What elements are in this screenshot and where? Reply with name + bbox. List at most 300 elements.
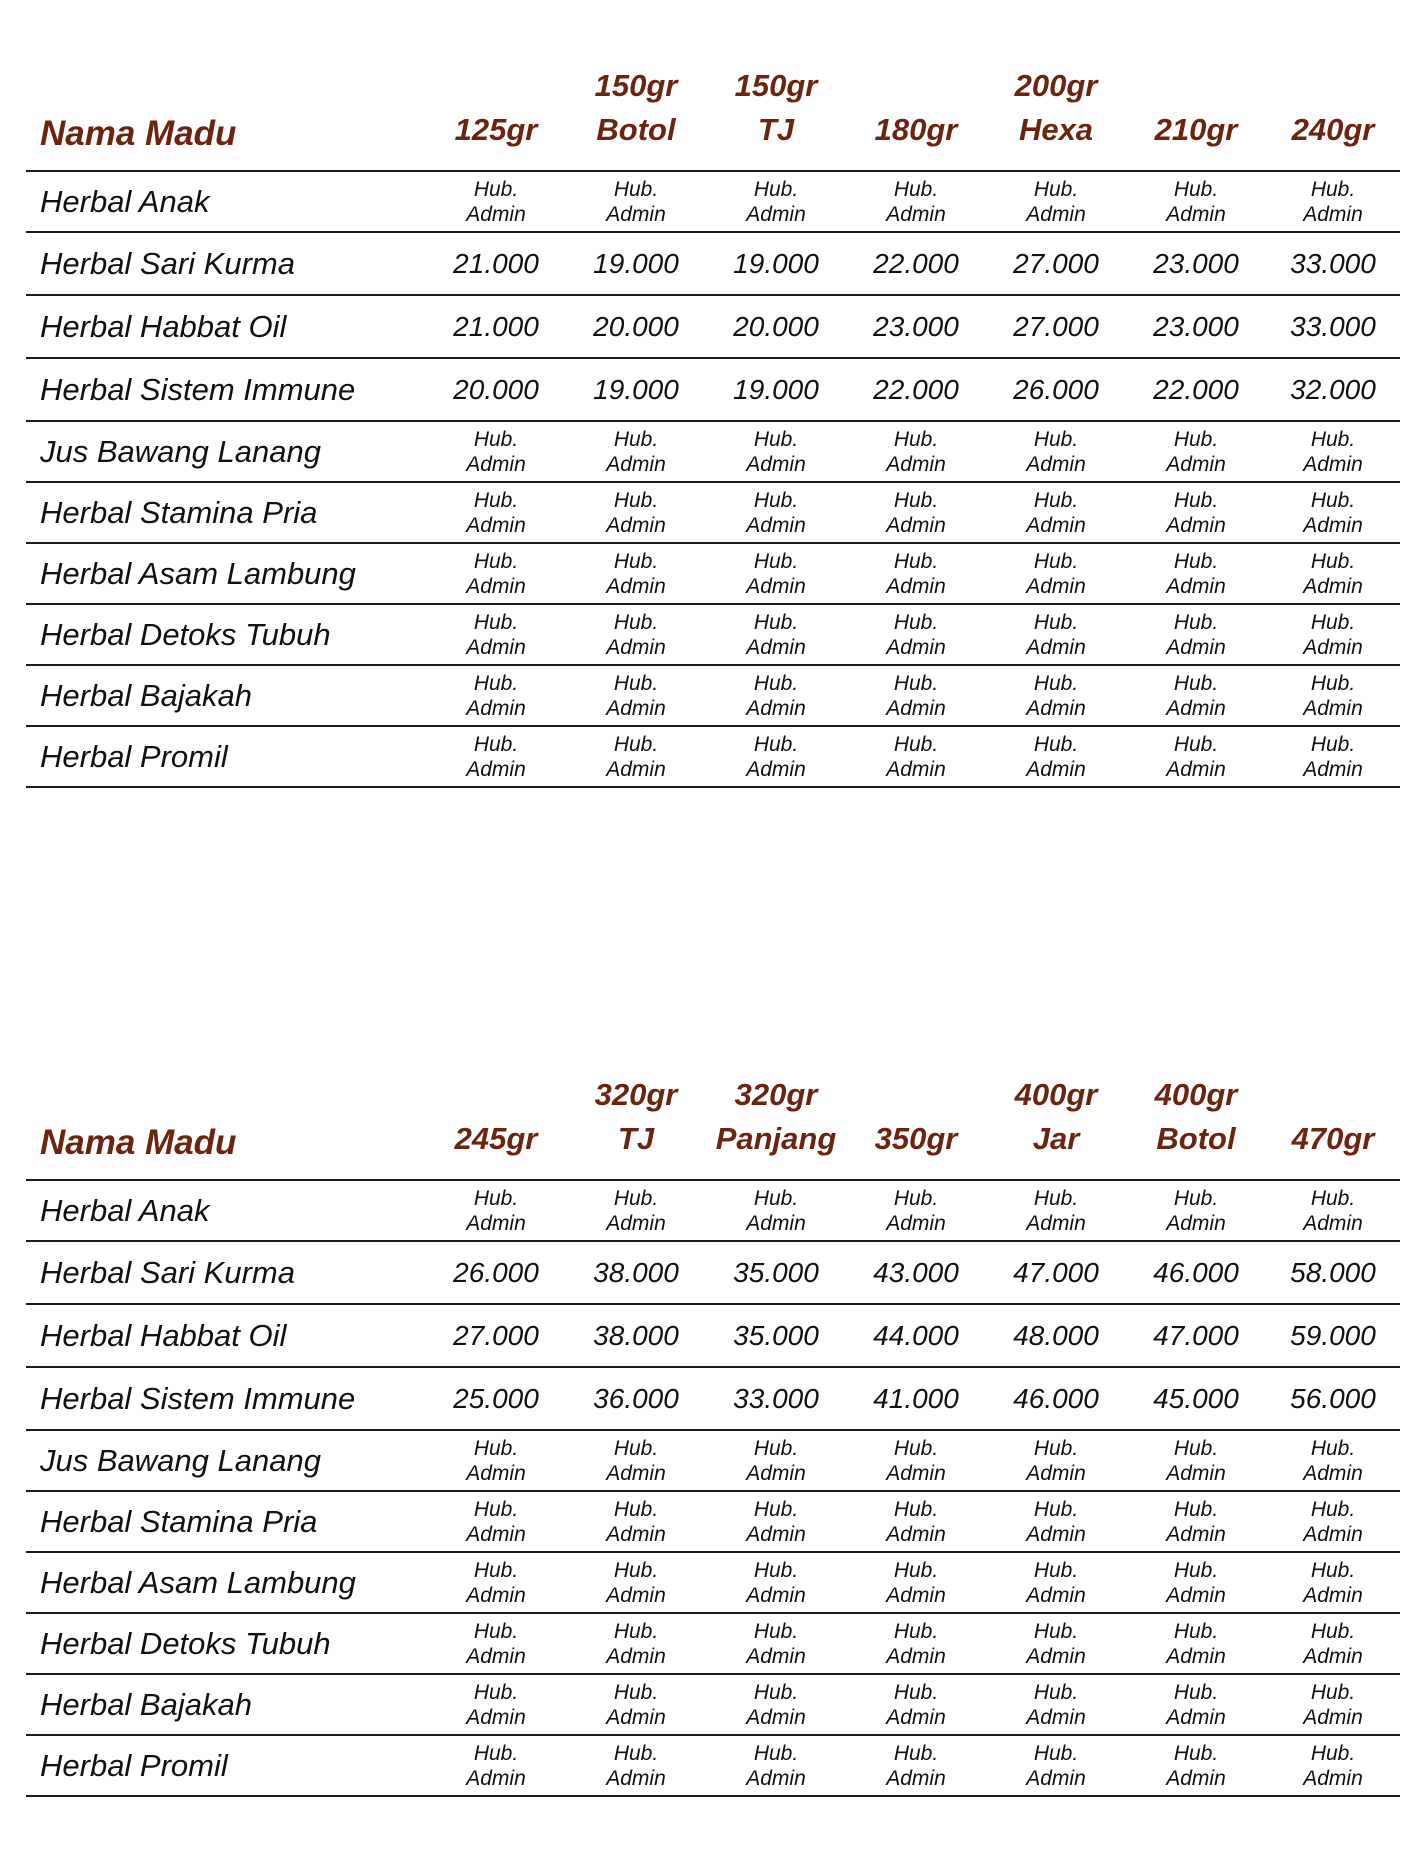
price-cell: 48.000 (1013, 1319, 1099, 1351)
price-cell: 33.000 (733, 1382, 819, 1414)
contact-admin-cell (1266, 1430, 1400, 1491)
contact-admin-cell (846, 726, 986, 787)
contact-admin-text: Hub. (753, 1558, 799, 1582)
contact-admin-text: Admin (466, 1522, 526, 1546)
contact-admin-text: Hub. (473, 427, 519, 451)
contact-admin-text: Admin (606, 1705, 666, 1729)
table-row (26, 1735, 1400, 1796)
table-body (26, 171, 1400, 787)
contact-admin-text: Admin (466, 1211, 526, 1235)
contact-admin-cell (706, 171, 846, 232)
contact-admin-text: Hub. (1173, 549, 1219, 573)
contact-admin-text: Admin (606, 452, 666, 476)
price-cell: 47.000 (1153, 1319, 1239, 1351)
contact-admin-text: Hub. (753, 671, 799, 695)
price-cell: 25.000 (453, 1382, 539, 1414)
price-cell: 56.000 (1290, 1382, 1376, 1414)
product-name: Herbal Promil (40, 738, 228, 774)
contact-admin-text: Hub. (1173, 177, 1219, 201)
contact-admin-cell (1126, 1552, 1266, 1613)
contact-admin-text: Admin (466, 1583, 526, 1607)
contact-admin-text: Hub. (753, 1741, 799, 1765)
price-cell: 27.000 (1013, 310, 1099, 342)
contact-admin-cell (1266, 1491, 1400, 1552)
contact-admin-cell (566, 171, 706, 232)
contact-admin-cell (1266, 604, 1400, 665)
column-header-line2: Botol (1156, 1121, 1236, 1156)
contact-admin-text: Admin (1303, 574, 1363, 598)
column-header-size (986, 46, 1126, 171)
price-cell: 19.000 (593, 373, 679, 405)
contact-admin-text: Admin (886, 1522, 946, 1546)
contact-admin-cell (706, 1491, 846, 1552)
price-table-2 (26, 1055, 1400, 1797)
table-row (26, 1367, 1400, 1430)
contact-admin-text: Admin (1166, 635, 1226, 659)
column-header-line1: 320gr (734, 1077, 818, 1112)
contact-admin-text: Hub. (473, 610, 519, 634)
column-header-line2: TJ (757, 112, 795, 147)
price-cell: 47.000 (1013, 1256, 1099, 1288)
contact-admin-text: Hub. (753, 1497, 799, 1521)
table-row (26, 358, 1400, 421)
product-name: Herbal Stamina Pria (40, 1503, 318, 1539)
contact-admin-text: Admin (886, 1766, 946, 1790)
contact-admin-text: Admin (1026, 202, 1086, 226)
price-cell: 43.000 (873, 1256, 959, 1288)
contact-admin-cell (1126, 1613, 1266, 1674)
contact-admin-text: Hub. (613, 427, 659, 451)
price-cell: 23.000 (873, 310, 959, 342)
header-row (26, 46, 1400, 171)
contact-admin-text: Admin (746, 696, 806, 720)
price-cell: 38.000 (593, 1256, 679, 1288)
column-header-size (846, 1055, 986, 1180)
contact-admin-text: Admin (606, 696, 666, 720)
contact-admin-text: Hub. (893, 1741, 939, 1765)
contact-admin-text: Hub. (1173, 1680, 1219, 1704)
contact-admin-text: Admin (746, 452, 806, 476)
contact-admin-cell (706, 1552, 846, 1613)
contact-admin-text: Hub. (613, 1680, 659, 1704)
table-header (26, 1055, 1400, 1180)
contact-admin-text: Hub. (1173, 671, 1219, 695)
contact-admin-text: Hub. (613, 1619, 659, 1643)
contact-admin-text: Admin (886, 757, 946, 781)
contact-admin-cell (1266, 665, 1400, 726)
contact-admin-text: Hub. (1033, 1497, 1079, 1521)
price-cell: 22.000 (1153, 373, 1239, 405)
contact-admin-cell (706, 1430, 846, 1491)
contact-admin-text: Admin (746, 757, 806, 781)
contact-admin-text: Admin (606, 574, 666, 598)
contact-admin-text: Admin (1026, 574, 1086, 598)
contact-admin-text: Hub. (473, 732, 519, 756)
contact-admin-cell (706, 1180, 846, 1241)
contact-admin-cell (1266, 1552, 1400, 1613)
contact-admin-text: Admin (1166, 696, 1226, 720)
column-header-size (426, 1055, 566, 1180)
contact-admin-text: Hub. (1033, 610, 1079, 634)
price-cell: 38.000 (593, 1319, 679, 1351)
contact-admin-text: Hub. (893, 1680, 939, 1704)
contact-admin-text: Hub. (473, 1680, 519, 1704)
contact-admin-text: Hub. (1033, 488, 1079, 512)
contact-admin-cell (986, 604, 1126, 665)
column-header-line1: 200gr (1014, 68, 1098, 103)
contact-admin-text: Admin (886, 1211, 946, 1235)
column-header-line1 (846, 64, 986, 108)
column-header-line1 (426, 1073, 566, 1117)
contact-admin-cell (846, 1674, 986, 1735)
contact-admin-text: Admin (746, 1522, 806, 1546)
column-header-line1: 400gr (1014, 1077, 1098, 1112)
column-header-line2: Hexa (1018, 112, 1094, 147)
contact-admin-text: Hub. (1033, 1436, 1079, 1460)
contact-admin-cell (1266, 1674, 1400, 1735)
contact-admin-cell (986, 1552, 1126, 1613)
column-header-size (566, 46, 706, 171)
contact-admin-text: Admin (1303, 635, 1363, 659)
contact-admin-cell (566, 543, 706, 604)
contact-admin-text: Hub. (613, 610, 659, 634)
contact-admin-cell (846, 1430, 986, 1491)
column-header-line2: 470gr (1291, 1121, 1375, 1156)
contact-admin-text: Hub. (1033, 671, 1079, 695)
contact-admin-text: Admin (606, 1583, 666, 1607)
contact-admin-text: Admin (466, 1461, 526, 1485)
contact-admin-text: Admin (1166, 1766, 1226, 1790)
contact-admin-text: Admin (746, 202, 806, 226)
contact-admin-text: Admin (1166, 1705, 1226, 1729)
contact-admin-text: Hub. (753, 1680, 799, 1704)
table-row (26, 1241, 1400, 1304)
header-row (26, 1055, 1400, 1180)
contact-admin-text: Hub. (1173, 1741, 1219, 1765)
contact-admin-cell (846, 665, 986, 726)
contact-admin-text: Hub. (893, 671, 939, 695)
table-row (26, 1674, 1400, 1735)
column-header-line1: 150gr (734, 68, 818, 103)
product-name: Jus Bawang Lanang (40, 1442, 321, 1478)
price-cell: 19.000 (733, 247, 819, 279)
contact-admin-text: Hub. (893, 732, 939, 756)
price-cell: 19.000 (733, 373, 819, 405)
contact-admin-text: Admin (1166, 452, 1226, 476)
contact-admin-text: Hub. (1173, 1558, 1219, 1582)
product-name: Herbal Stamina Pria (40, 494, 318, 530)
contact-admin-cell (426, 1430, 566, 1491)
contact-admin-text: Hub. (1173, 1619, 1219, 1643)
contact-admin-cell (566, 1552, 706, 1613)
contact-admin-cell (1266, 1613, 1400, 1674)
contact-admin-text: Admin (1166, 202, 1226, 226)
table-row (26, 1304, 1400, 1367)
contact-admin-cell (986, 543, 1126, 604)
contact-admin-cell (706, 482, 846, 543)
contact-admin-text: Admin (606, 1211, 666, 1235)
contact-admin-cell (706, 543, 846, 604)
contact-admin-text: Hub. (1310, 1619, 1356, 1643)
contact-admin-text: Hub. (473, 671, 519, 695)
table-row (26, 1180, 1400, 1241)
contact-admin-text: Admin (1026, 513, 1086, 537)
price-cell: 45.000 (1153, 1382, 1239, 1414)
contact-admin-text: Hub. (1033, 177, 1079, 201)
contact-admin-text: Hub. (893, 1436, 939, 1460)
contact-admin-cell (986, 171, 1126, 232)
contact-admin-cell (986, 665, 1126, 726)
table-header (26, 46, 1400, 171)
column-header-nama-madu: Nama Madu (40, 1123, 237, 1162)
contact-admin-cell (706, 421, 846, 482)
price-cell: 23.000 (1153, 247, 1239, 279)
contact-admin-text: Hub. (1310, 732, 1356, 756)
contact-admin-text: Admin (1303, 202, 1363, 226)
price-cell: 20.000 (593, 310, 679, 342)
column-header-line2: 245gr (454, 1121, 538, 1156)
column-header-size (1126, 1055, 1266, 1180)
column-header-line1 (1266, 1073, 1400, 1117)
contact-admin-text: Admin (1303, 1211, 1363, 1235)
product-name: Herbal Sari Kurma (40, 245, 295, 281)
contact-admin-text: Hub. (893, 1558, 939, 1582)
contact-admin-text: Hub. (1033, 732, 1079, 756)
contact-admin-text: Admin (466, 452, 526, 476)
product-name: Herbal Anak (40, 183, 210, 219)
contact-admin-cell (706, 1735, 846, 1796)
contact-admin-cell (706, 1613, 846, 1674)
table-row (26, 665, 1400, 726)
contact-admin-text: Hub. (893, 427, 939, 451)
product-name: Herbal Sistem Immune (40, 1380, 356, 1416)
contact-admin-text: Admin (746, 1583, 806, 1607)
contact-admin-cell (1126, 726, 1266, 787)
contact-admin-text: Admin (466, 574, 526, 598)
contact-admin-text: Hub. (1310, 610, 1356, 634)
contact-admin-text: Hub. (753, 1436, 799, 1460)
table-body (26, 1180, 1400, 1796)
table-row (26, 1552, 1400, 1613)
contact-admin-text: Admin (606, 1644, 666, 1668)
contact-admin-cell (986, 1180, 1126, 1241)
price-cell: 46.000 (1013, 1382, 1099, 1414)
column-header-line1 (846, 1073, 986, 1117)
contact-admin-text: Admin (1026, 452, 1086, 476)
contact-admin-text: Admin (1026, 1461, 1086, 1485)
contact-admin-cell (1266, 482, 1400, 543)
contact-admin-text: Admin (1026, 1211, 1086, 1235)
contact-admin-cell (986, 1491, 1126, 1552)
price-cell: 46.000 (1153, 1256, 1239, 1288)
contact-admin-text: Hub. (613, 1741, 659, 1765)
contact-admin-text: Admin (606, 1461, 666, 1485)
price-cell: 41.000 (873, 1382, 959, 1414)
contact-admin-cell (1126, 543, 1266, 604)
contact-admin-cell (706, 665, 846, 726)
contact-admin-cell (566, 1735, 706, 1796)
contact-admin-cell (846, 171, 986, 232)
contact-admin-cell (1266, 1180, 1400, 1241)
contact-admin-cell (986, 726, 1126, 787)
column-header-size (426, 46, 566, 171)
contact-admin-text: Hub. (1310, 1741, 1356, 1765)
contact-admin-text: Hub. (1033, 1619, 1079, 1643)
contact-admin-cell (846, 1552, 986, 1613)
contact-admin-cell (1126, 665, 1266, 726)
contact-admin-text: Admin (746, 1644, 806, 1668)
price-cell: 59.000 (1290, 1319, 1376, 1351)
contact-admin-cell (426, 543, 566, 604)
price-cell: 26.000 (1013, 373, 1099, 405)
contact-admin-text: Admin (466, 1766, 526, 1790)
contact-admin-text: Hub. (613, 1497, 659, 1521)
column-header-line1: 150gr (594, 68, 678, 103)
column-header-size (1266, 1055, 1400, 1180)
contact-admin-text: Hub. (1033, 1558, 1079, 1582)
product-name: Herbal Anak (40, 1192, 210, 1228)
contact-admin-text: Hub. (613, 549, 659, 573)
price-cell: 19.000 (593, 247, 679, 279)
contact-admin-cell (426, 1674, 566, 1735)
contact-admin-text: Hub. (753, 1186, 799, 1210)
contact-admin-text: Admin (606, 635, 666, 659)
price-cell: 33.000 (1290, 247, 1376, 279)
contact-admin-text: Admin (1303, 1461, 1363, 1485)
contact-admin-cell (1126, 1180, 1266, 1241)
contact-admin-text: Admin (1166, 1461, 1226, 1485)
product-name: Herbal Bajakah (40, 1686, 252, 1722)
contact-admin-text: Admin (1303, 757, 1363, 781)
contact-admin-text: Hub. (1033, 427, 1079, 451)
contact-admin-text: Hub. (1033, 1186, 1079, 1210)
contact-admin-text: Admin (1303, 1522, 1363, 1546)
contact-admin-text: Hub. (753, 549, 799, 573)
price-cell: 20.000 (453, 373, 539, 405)
contact-admin-cell (986, 1735, 1126, 1796)
contact-admin-cell (426, 1180, 566, 1241)
contact-admin-text: Hub. (1310, 1497, 1356, 1521)
contact-admin-cell (846, 1613, 986, 1674)
contact-admin-text: Admin (746, 635, 806, 659)
table-row (26, 1430, 1400, 1491)
contact-admin-cell (1126, 1430, 1266, 1491)
contact-admin-text: Admin (886, 574, 946, 598)
price-cell: 36.000 (593, 1382, 679, 1414)
contact-admin-text: Admin (886, 202, 946, 226)
contact-admin-text: Hub. (473, 1436, 519, 1460)
contact-admin-text: Hub. (753, 488, 799, 512)
contact-admin-cell (1266, 1735, 1400, 1796)
price-table-1 (26, 46, 1400, 788)
contact-admin-text: Admin (1166, 1583, 1226, 1607)
price-cell: 35.000 (733, 1256, 819, 1288)
contact-admin-cell (846, 421, 986, 482)
contact-admin-text: Admin (886, 1461, 946, 1485)
contact-admin-text: Admin (746, 1461, 806, 1485)
column-header-line2: TJ (617, 1121, 655, 1156)
column-header-size (986, 1055, 1126, 1180)
contact-admin-text: Hub. (473, 1741, 519, 1765)
contact-admin-cell (846, 604, 986, 665)
contact-admin-cell (566, 604, 706, 665)
contact-admin-cell (986, 482, 1126, 543)
column-header-size (706, 46, 846, 171)
contact-admin-cell (1126, 1491, 1266, 1552)
column-header-size (1266, 46, 1400, 171)
contact-admin-text: Admin (1166, 1211, 1226, 1235)
contact-admin-text: Hub. (893, 549, 939, 573)
contact-admin-cell (566, 1491, 706, 1552)
contact-admin-text: Admin (1026, 757, 1086, 781)
contact-admin-cell (426, 482, 566, 543)
contact-admin-text: Admin (466, 1705, 526, 1729)
column-header-size (566, 1055, 706, 1180)
table-row (26, 482, 1400, 543)
contact-admin-text: Admin (886, 1583, 946, 1607)
contact-admin-text: Hub. (1173, 1436, 1219, 1460)
contact-admin-text: Hub. (1310, 549, 1356, 573)
contact-admin-text: Hub. (473, 1558, 519, 1582)
contact-admin-cell (566, 482, 706, 543)
product-name: Herbal Asam Lambung (40, 1564, 356, 1600)
contact-admin-text: Admin (1303, 1705, 1363, 1729)
contact-admin-text: Hub. (1310, 1680, 1356, 1704)
contact-admin-cell (566, 665, 706, 726)
price-cell: 21.000 (453, 310, 539, 342)
price-cell: 20.000 (733, 310, 819, 342)
contact-admin-cell (1126, 1674, 1266, 1735)
contact-admin-text: Hub. (473, 1619, 519, 1643)
price-cell: 27.000 (453, 1319, 539, 1351)
contact-admin-text: Hub. (1310, 1558, 1356, 1582)
product-name: Herbal Bajakah (40, 677, 252, 713)
contact-admin-text: Hub. (473, 1186, 519, 1210)
contact-admin-text: Hub. (753, 427, 799, 451)
contact-admin-text: Hub. (613, 732, 659, 756)
contact-admin-text: Hub. (473, 549, 519, 573)
contact-admin-cell (986, 1430, 1126, 1491)
column-header-line2: Jar (1032, 1121, 1080, 1156)
contact-admin-cell (566, 726, 706, 787)
column-header-nama-madu: Nama Madu (40, 114, 237, 153)
contact-admin-text: Hub. (613, 488, 659, 512)
contact-admin-text: Admin (1166, 574, 1226, 598)
contact-admin-text: Hub. (473, 488, 519, 512)
contact-admin-text: Hub. (1173, 610, 1219, 634)
product-name: Herbal Habbat Oil (40, 1317, 287, 1353)
price-cell: 33.000 (1290, 310, 1376, 342)
contact-admin-cell (986, 1674, 1126, 1735)
contact-admin-cell (566, 1613, 706, 1674)
contact-admin-text: Hub. (1173, 427, 1219, 451)
contact-admin-text: Hub. (753, 732, 799, 756)
table-row (26, 421, 1400, 482)
contact-admin-text: Admin (746, 574, 806, 598)
contact-admin-cell (1266, 421, 1400, 482)
contact-admin-text: Admin (466, 757, 526, 781)
contact-admin-cell (566, 1180, 706, 1241)
contact-admin-text: Admin (1166, 757, 1226, 781)
contact-admin-text: Hub. (613, 1558, 659, 1582)
contact-admin-text: Hub. (1173, 1186, 1219, 1210)
table-row (26, 1613, 1400, 1674)
contact-admin-cell (1266, 171, 1400, 232)
contact-admin-cell (846, 543, 986, 604)
contact-admin-text: Admin (466, 635, 526, 659)
contact-admin-text: Admin (1026, 1583, 1086, 1607)
column-header-line1 (1266, 64, 1400, 108)
